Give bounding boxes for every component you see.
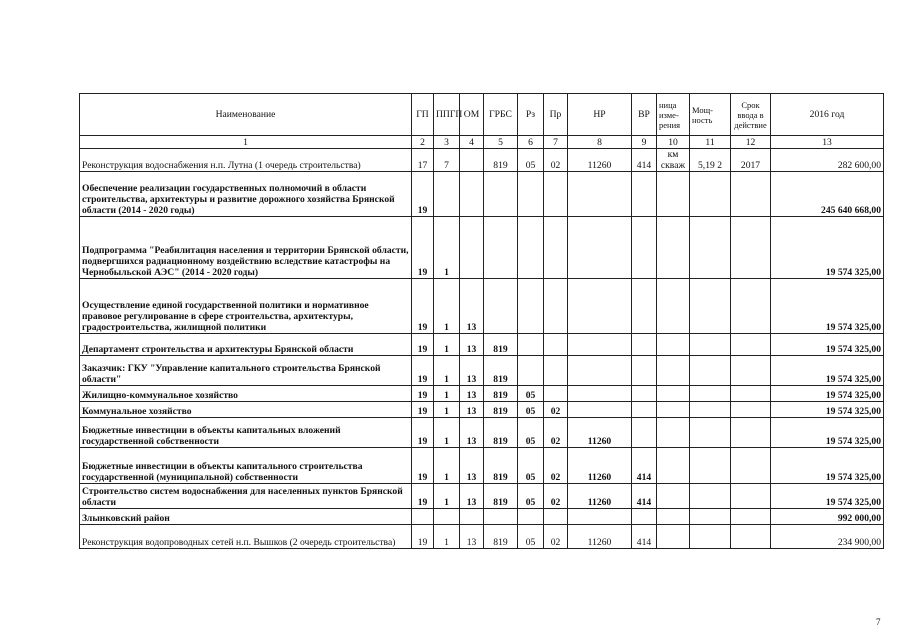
row-grbs xyxy=(484,279,518,334)
column-index: 7 xyxy=(544,136,568,149)
row-power xyxy=(690,525,731,549)
row-deadline xyxy=(731,356,771,386)
row-vr: 414 xyxy=(632,448,657,484)
table-row xyxy=(80,402,884,418)
row-rz: 05 xyxy=(518,149,544,172)
row-name: Бюджетные инвестиции в объекты капитального строительства государственной (муниципальной) собственности xyxy=(80,448,412,484)
row-name: Бюджетные инвестиции в объекты капитальных вложений государственной собственности xyxy=(80,418,412,448)
row-vr xyxy=(632,402,657,418)
row-power xyxy=(690,509,731,525)
row-ppgp: 7 xyxy=(434,149,460,172)
row-grbs: 819 xyxy=(484,402,518,418)
row-rz: 05 xyxy=(518,402,544,418)
row-om: 13 xyxy=(460,418,484,448)
row-ppgp: 1 xyxy=(434,448,460,484)
row-deadline xyxy=(731,484,771,509)
row-pr xyxy=(544,356,568,386)
column-index: 2 xyxy=(412,136,434,149)
row-rz xyxy=(518,356,544,386)
row-power xyxy=(690,217,731,279)
row-deadline xyxy=(731,525,771,549)
column-index: 4 xyxy=(460,136,484,149)
row-om: 13 xyxy=(460,484,484,509)
row-vr xyxy=(632,356,657,386)
row-pr: 02 xyxy=(544,418,568,448)
table-header-row xyxy=(80,94,884,136)
row-deadline xyxy=(731,418,771,448)
row-unit xyxy=(657,448,690,484)
table-row xyxy=(80,484,884,509)
table-row xyxy=(80,217,884,279)
row-gp: 17 xyxy=(412,149,434,172)
row-om xyxy=(460,149,484,172)
column-index: 9 xyxy=(632,136,657,149)
row-power xyxy=(690,402,731,418)
row-np xyxy=(568,172,632,217)
row-rz: 05 xyxy=(518,418,544,448)
row-name: Подпрограмма "Реабилитация населения и территории Брянской области, подвергшихся радиационному воздействию вследствие катастрофы на Чернобыльской АЭС" (2014 - 2020 годы) xyxy=(80,217,412,279)
row-power xyxy=(690,386,731,402)
table-row xyxy=(80,448,884,484)
header-grbs: ГРБС xyxy=(484,94,518,136)
row-grbs: 819 xyxy=(484,356,518,386)
row-grbs: 819 xyxy=(484,149,518,172)
row-grbs: 819 xyxy=(484,525,518,549)
row-rz xyxy=(518,217,544,279)
row-gp: 19 xyxy=(412,356,434,386)
row-amount: 19 574 325,00 xyxy=(771,484,884,509)
table-row xyxy=(80,386,884,402)
row-amount: 19 574 325,00 xyxy=(771,418,884,448)
row-unit: км скваж xyxy=(657,149,690,172)
row-deadline xyxy=(731,334,771,356)
row-unit xyxy=(657,484,690,509)
budget-table xyxy=(79,93,884,549)
row-unit xyxy=(657,279,690,334)
row-deadline xyxy=(731,279,771,334)
row-name: Злынковский район xyxy=(80,509,412,525)
row-amount: 19 574 325,00 xyxy=(771,402,884,418)
row-grbs: 819 xyxy=(484,334,518,356)
row-pr xyxy=(544,217,568,279)
row-om: 13 xyxy=(460,279,484,334)
row-unit xyxy=(657,334,690,356)
row-name: Жилищно-коммунальное хозяйство xyxy=(80,386,412,402)
row-om xyxy=(460,509,484,525)
row-pr: 02 xyxy=(544,448,568,484)
header-power: Мощ-ность xyxy=(690,94,731,136)
table-row xyxy=(80,356,884,386)
row-np xyxy=(568,279,632,334)
row-vr xyxy=(632,418,657,448)
table-row xyxy=(80,418,884,448)
row-amount: 19 574 325,00 xyxy=(771,279,884,334)
row-grbs: 819 xyxy=(484,418,518,448)
row-vr: 414 xyxy=(632,149,657,172)
row-gp: 19 xyxy=(412,172,434,217)
row-np: 11260 xyxy=(568,525,632,549)
row-power xyxy=(690,448,731,484)
row-np xyxy=(568,402,632,418)
row-rz xyxy=(518,509,544,525)
row-amount: 245 640 668,00 xyxy=(771,172,884,217)
row-np: 11260 xyxy=(568,418,632,448)
row-np: 11260 xyxy=(568,149,632,172)
row-np xyxy=(568,386,632,402)
row-unit xyxy=(657,217,690,279)
row-amount: 19 574 325,00 xyxy=(771,334,884,356)
row-ppgp: 1 xyxy=(434,356,460,386)
row-pr xyxy=(544,279,568,334)
row-deadline: 2017 xyxy=(731,149,771,172)
row-power: 5,19 2 xyxy=(690,149,731,172)
header-ppgp: ППГП xyxy=(434,94,460,136)
row-name: Строительство систем водоснабжения для населенных пунктов Брянской области xyxy=(80,484,412,509)
row-unit xyxy=(657,525,690,549)
row-name: Реконструкция водопроводных сетей н.п. Вышков (2 очередь строительства) xyxy=(80,525,412,549)
row-rz xyxy=(518,279,544,334)
row-rz xyxy=(518,334,544,356)
header-unit: ница изме-рения xyxy=(657,94,690,136)
row-amount: 19 574 325,00 xyxy=(771,217,884,279)
column-index: 5 xyxy=(484,136,518,149)
page-number: 7 xyxy=(876,617,881,627)
column-index: 13 xyxy=(771,136,884,149)
row-vr: 414 xyxy=(632,525,657,549)
row-grbs: 819 xyxy=(484,484,518,509)
row-pr xyxy=(544,334,568,356)
row-gp: 19 xyxy=(412,334,434,356)
row-vr: 414 xyxy=(632,484,657,509)
row-vr xyxy=(632,386,657,402)
row-power xyxy=(690,172,731,217)
row-pr xyxy=(544,509,568,525)
column-index-row xyxy=(80,136,884,149)
row-ppgp: 1 xyxy=(434,279,460,334)
row-deadline xyxy=(731,217,771,279)
row-vr xyxy=(632,217,657,279)
row-deadline xyxy=(731,448,771,484)
header-om: ОМ xyxy=(460,94,484,136)
row-om: 13 xyxy=(460,386,484,402)
row-rz: 05 xyxy=(518,386,544,402)
row-amount: 19 574 325,00 xyxy=(771,386,884,402)
row-om: 13 xyxy=(460,448,484,484)
row-vr xyxy=(632,509,657,525)
row-ppgp xyxy=(434,172,460,217)
row-pr xyxy=(544,172,568,217)
row-ppgp: 1 xyxy=(434,525,460,549)
table-row xyxy=(80,172,884,217)
row-rz xyxy=(518,172,544,217)
column-index: 12 xyxy=(731,136,771,149)
row-power xyxy=(690,418,731,448)
table-row xyxy=(80,334,884,356)
row-vr xyxy=(632,172,657,217)
row-deadline xyxy=(731,172,771,217)
row-pr xyxy=(544,386,568,402)
row-amount: 282 600,00 xyxy=(771,149,884,172)
row-np xyxy=(568,356,632,386)
row-power xyxy=(690,484,731,509)
row-rz: 05 xyxy=(518,484,544,509)
row-power xyxy=(690,279,731,334)
row-amount: 19 574 325,00 xyxy=(771,448,884,484)
row-grbs xyxy=(484,509,518,525)
column-index: 3 xyxy=(434,136,460,149)
row-name: Департамент строительства и архитектуры Брянской области xyxy=(80,334,412,356)
row-power xyxy=(690,334,731,356)
header-name: Наименование xyxy=(80,94,412,136)
row-grbs xyxy=(484,172,518,217)
row-ppgp: 1 xyxy=(434,418,460,448)
row-amount: 992 000,00 xyxy=(771,509,884,525)
row-om xyxy=(460,217,484,279)
row-grbs xyxy=(484,217,518,279)
row-ppgp xyxy=(434,509,460,525)
row-ppgp: 1 xyxy=(434,484,460,509)
row-pr: 02 xyxy=(544,402,568,418)
row-deadline xyxy=(731,402,771,418)
row-unit xyxy=(657,356,690,386)
row-np: 11260 xyxy=(568,448,632,484)
row-amount: 19 574 325,00 xyxy=(771,356,884,386)
row-rz: 05 xyxy=(518,525,544,549)
header-year-2016: 2016 год xyxy=(771,94,884,136)
row-np xyxy=(568,217,632,279)
row-gp: 19 xyxy=(412,418,434,448)
row-np: 11260 xyxy=(568,484,632,509)
header-deadline: Срок ввода в действие xyxy=(731,94,771,136)
row-power xyxy=(690,356,731,386)
row-om: 13 xyxy=(460,356,484,386)
row-name: Осуществление единой государственной политики и нормативное правовое регулирование в сфере строительства, архитектуры, градостроительства, жилищной политики xyxy=(80,279,412,334)
row-deadline xyxy=(731,509,771,525)
row-unit xyxy=(657,402,690,418)
row-om: 13 xyxy=(460,334,484,356)
row-ppgp: 1 xyxy=(434,334,460,356)
header-pr: Пр xyxy=(544,94,568,136)
table-row xyxy=(80,149,884,172)
row-name: Коммунальное хозяйство xyxy=(80,402,412,418)
row-amount: 234 900,00 xyxy=(771,525,884,549)
header-np: НР xyxy=(568,94,632,136)
table-row xyxy=(80,279,884,334)
row-gp: 19 xyxy=(412,525,434,549)
row-om xyxy=(460,172,484,217)
row-grbs: 819 xyxy=(484,448,518,484)
table-row xyxy=(80,509,884,525)
row-gp: 19 xyxy=(412,386,434,402)
header-rz: Рз xyxy=(518,94,544,136)
row-pr: 02 xyxy=(544,525,568,549)
row-unit xyxy=(657,418,690,448)
row-om: 13 xyxy=(460,402,484,418)
row-gp: 19 xyxy=(412,402,434,418)
row-np xyxy=(568,334,632,356)
row-unit xyxy=(657,386,690,402)
row-name: Заказчик: ГКУ "Управление капитального строительства Брянской области" xyxy=(80,356,412,386)
row-name: Обеспечение реализации государственных полномочий в области строительства, архитектуры и развитие дорожного хозяйства Брянской области (2014 - 2020 годы) xyxy=(80,172,412,217)
header-vr: ВР xyxy=(632,94,657,136)
row-unit xyxy=(657,172,690,217)
column-index: 6 xyxy=(518,136,544,149)
row-pr: 02 xyxy=(544,149,568,172)
row-vr xyxy=(632,334,657,356)
column-index: 1 xyxy=(80,136,412,149)
header-gp: ГП xyxy=(412,94,434,136)
row-grbs: 819 xyxy=(484,386,518,402)
row-name: Реконструкция водоснабжения н.п. Лутна (1 очередь строительства) xyxy=(80,149,412,172)
row-ppgp: 1 xyxy=(434,386,460,402)
table-row xyxy=(80,525,884,549)
row-pr: 02 xyxy=(544,484,568,509)
column-index: 11 xyxy=(690,136,731,149)
row-np xyxy=(568,509,632,525)
column-index: 10 xyxy=(657,136,690,149)
row-unit xyxy=(657,509,690,525)
row-deadline xyxy=(731,386,771,402)
row-gp: 19 xyxy=(412,484,434,509)
row-gp xyxy=(412,509,434,525)
row-gp: 19 xyxy=(412,279,434,334)
column-index: 8 xyxy=(568,136,632,149)
row-om: 13 xyxy=(460,525,484,549)
row-rz: 05 xyxy=(518,448,544,484)
row-gp: 19 xyxy=(412,217,434,279)
row-ppgp: 1 xyxy=(434,217,460,279)
row-vr xyxy=(632,279,657,334)
row-gp: 19 xyxy=(412,448,434,484)
row-ppgp: 1 xyxy=(434,402,460,418)
